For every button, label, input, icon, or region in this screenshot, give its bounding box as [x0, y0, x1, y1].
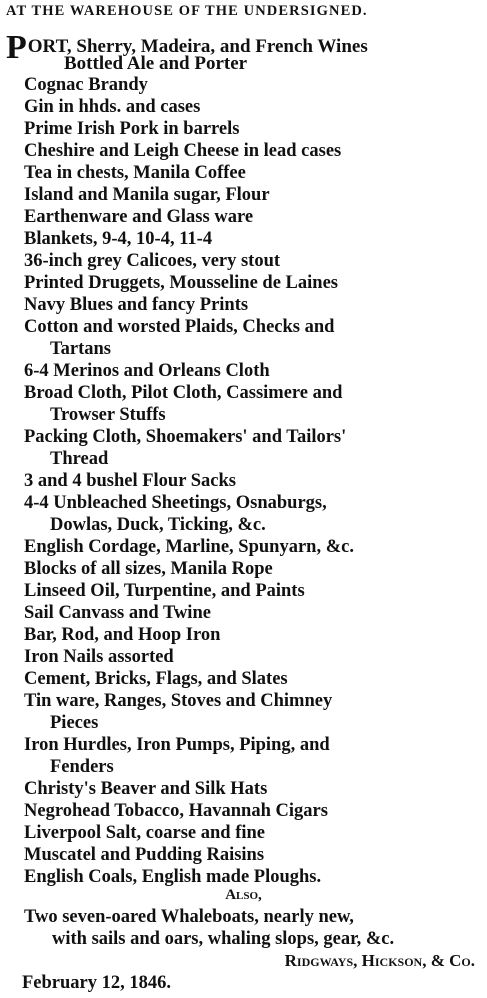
list-item: Linseed Oil, Turpentine, and Paints — [24, 581, 305, 601]
list-item: Packing Cloth, Shoemakers' and Tailors' — [24, 427, 347, 447]
list-item: Island and Manila sugar, Flour — [24, 185, 270, 205]
list-item: Tin ware, Ranges, Stoves and Chimney — [24, 691, 333, 711]
list-item: 3 and 4 bushel Flour Sacks — [24, 471, 236, 491]
list-item: 4-4 Unbleached Sheetings, Osnaburgs, — [24, 493, 327, 513]
list-item: Printed Druggets, Mousseline de Laines — [24, 273, 338, 293]
list-item: Broad Cloth, Pilot Cloth, Cassimere and — [24, 383, 343, 403]
intro-line-1-text: ORT, Sherry, Madeira, and French Wines — [27, 36, 368, 57]
list-item: Christy's Beaver and Silk Hats — [24, 779, 268, 799]
list-item: Iron Nails assorted — [24, 647, 174, 667]
list-item: Earthenware and Glass ware — [24, 207, 254, 227]
list-item-continuation: Pieces — [50, 713, 99, 733]
list-item: 36-inch grey Calicoes, very stout — [24, 251, 281, 271]
list-item: Prime Irish Pork in barrels — [24, 119, 240, 139]
list-item: Navy Blues and fancy Prints — [24, 295, 249, 315]
boats-line-2: with sails and oars, whaling slops, gear, &c. — [52, 929, 395, 949]
list-item: Gin in hhds. and cases — [24, 97, 201, 117]
list-item-continuation: Thread — [50, 449, 109, 469]
list-item: Negrohead Tobacco, Havannah Cigars — [24, 801, 328, 821]
list-item: Muscatel and Pudding Raisins — [24, 845, 265, 865]
list-item: English Coals, English made Ploughs. — [24, 867, 322, 887]
advert-header: AT THE WAREHOUSE OF THE UNDERSIGNED. — [6, 3, 368, 19]
goods-list — [24, 74, 484, 888]
list-item-continuation: Tartans — [50, 339, 112, 359]
list-item: Tea in chests, Manila Coffee — [24, 163, 246, 183]
list-item: Cement, Bricks, Flags, and Slates — [24, 669, 288, 689]
list-item: Blankets, 9-4, 10-4, 11-4 — [24, 229, 213, 249]
date: February 12, 1846. — [22, 973, 172, 993]
list-item-continuation: Fenders — [50, 757, 114, 777]
list-item: Cheshire and Leigh Cheese in lead cases — [24, 141, 342, 161]
signature: Ridgways, Hickson, & Co. — [284, 951, 475, 970]
list-item-continuation: Dowlas, Duck, Ticking, &c. — [50, 515, 266, 535]
list-item: Cotton and worsted Plaids, Checks and — [24, 317, 335, 337]
dropcap: P — [6, 29, 27, 66]
list-item-continuation: Trowser Stuffs — [50, 405, 166, 425]
list-item: Iron Hurdles, Iron Pumps, Piping, and — [24, 735, 330, 755]
list-item: Liverpool Salt, coarse and fine — [24, 823, 266, 843]
also-heading: Also, — [225, 887, 262, 903]
intro-line-2: Bottled Ale and Porter — [64, 53, 248, 74]
list-item: Blocks of all sizes, Manila Rope — [24, 559, 273, 579]
list-item: Sail Canvass and Twine — [24, 603, 211, 623]
list-item: English Cordage, Marline, Spunyarn, &c. — [24, 537, 354, 557]
list-item: Cognac Brandy — [24, 75, 148, 95]
list-item: 6-4 Merinos and Orleans Cloth — [24, 361, 270, 381]
list-item: Bar, Rod, and Hoop Iron — [24, 625, 221, 645]
boats-line-1: Two seven-oared Whaleboats, nearly new, — [24, 907, 354, 927]
